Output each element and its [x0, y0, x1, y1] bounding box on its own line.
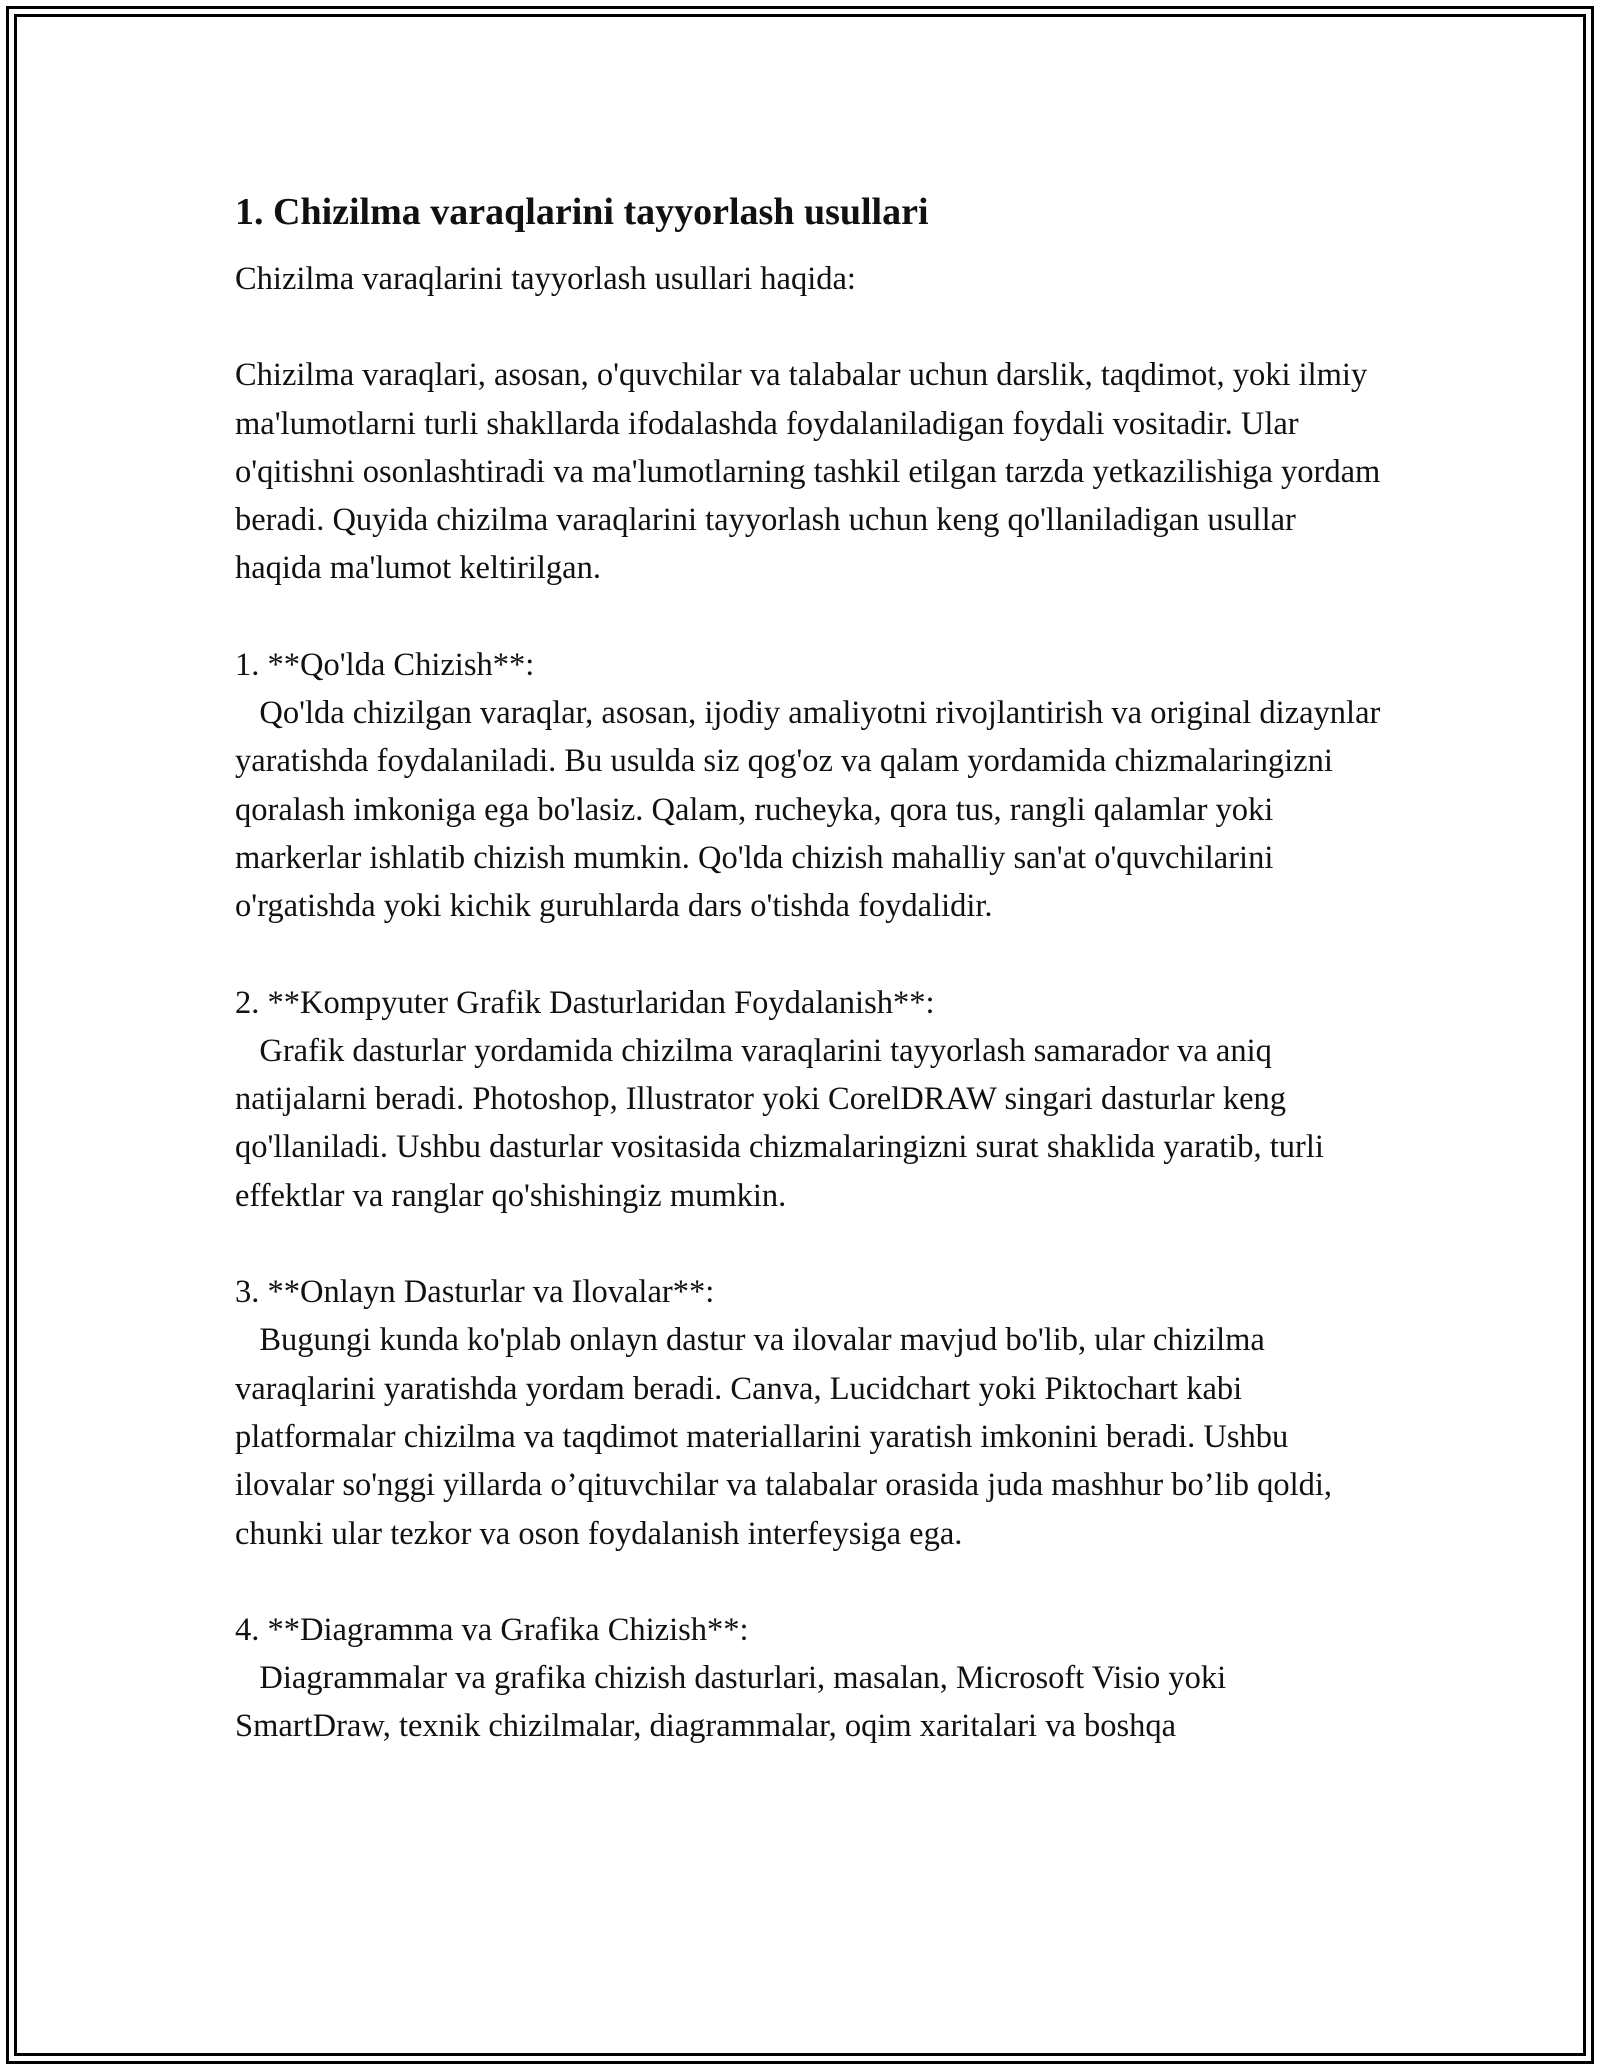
section-body: Diagrammalar va grafika chizish dasturlari, masalan, Microsoft Visio yoki SmartDraw, texnik chizilmalar, diagrammalar, oqim xaritalari va boshqa	[235, 1660, 1235, 1745]
document-body	[235, 185, 1389, 1751]
section-3	[235, 1268, 1385, 1558]
intro-paragraph: Chizilma varaqlarini tayyorlash usullari haqida:	[235, 261, 856, 297]
paragraph-gap	[235, 931, 1385, 979]
section-body: Qo'lda chizilgan varaqlar, asosan, ijodiy amaliyotni rivojlantirish va original dizaynlar yaratishda foydalaniladi. Bu usulda siz qog'oz va qalam yordamida chizmalaringizni qoralash imkoniga ega bo'lasiz. Qalam, rucheyka, qora tus, rangli qalamlar yoki markerlar ishlatib chizish mumkin. Qo'lda chizish mahalliy san'at o'quvchilarini o'rgatishda yoki kichik guruhlarda dars o'tishda foydalidir.	[235, 695, 1389, 925]
section-4	[235, 1606, 1385, 1751]
section-heading: 4. **Diagramma va Grafika Chizish**:	[235, 1611, 749, 1648]
document-title: 1. Chizilma varaqlarini tayyorlash usullari	[235, 191, 929, 233]
section-heading: 3. **Onlayn Dasturlar va Ilovalar**:	[235, 1274, 715, 1311]
section-heading: 2. **Kompyuter Grafik Dasturlaridan Foydalanish**:	[235, 984, 935, 1021]
section-body: Bugungi kunda ko'plab onlayn dastur va ilovalar mavjud bo'lib, ular chizilma varaqlarini yaratishda yordam beradi. Canva, Lucidchart yoki Piktochart kabi platformalar chizilma va taqdimot materiallarini yaratish imkonini beradi. Ushbu ilovalar so'nggi yillarda o’qituvchilar va talabalar orasida juda mashhur bo’lib qoldi, chunki ular tezkor va oson foydalanish interfeysiga ega.	[235, 1322, 1341, 1552]
section-body: Grafik dasturlar yordamida chizilma varaqlarini tayyorlash samarador va aniq natijalarni beradi. Photoshop, Illustrator yoki CorelDRAW singari dasturlar keng qo'llaniladi. Ushbu dasturlar vositasida chizmalaringizni surat shaklida yaratib, turli effektlar va ranglar qo'shishingiz mumkin.	[235, 1032, 1333, 1214]
section-1	[235, 641, 1389, 931]
overview-paragraph: Chizilma varaqlari, asosan, o'quvchilar va talabalar uchun darslik, taqdimot, yoki ilmiy ma'lumotlarni turli shakllarda ifodalashda foydalaniladigan foydali vositadir. Ular o'qitishni osonlashtiradi va ma'lumotlarning tashkil etilgan tarzda yetkazilishiga yordam beradi. Quyida chizilma varaqlarini tayyorlash uchun keng qo'llaniladigan usullar haqida ma'lumot keltirilgan.	[235, 357, 1389, 587]
section-heading: 1. **Qo'lda Chizish**:	[235, 646, 535, 683]
paragraph-gap	[235, 1220, 1385, 1268]
paragraph-gap	[235, 593, 1385, 641]
paragraph-gap	[235, 303, 1385, 351]
section-2	[235, 979, 1385, 1220]
paragraph-gap	[235, 1558, 1385, 1606]
